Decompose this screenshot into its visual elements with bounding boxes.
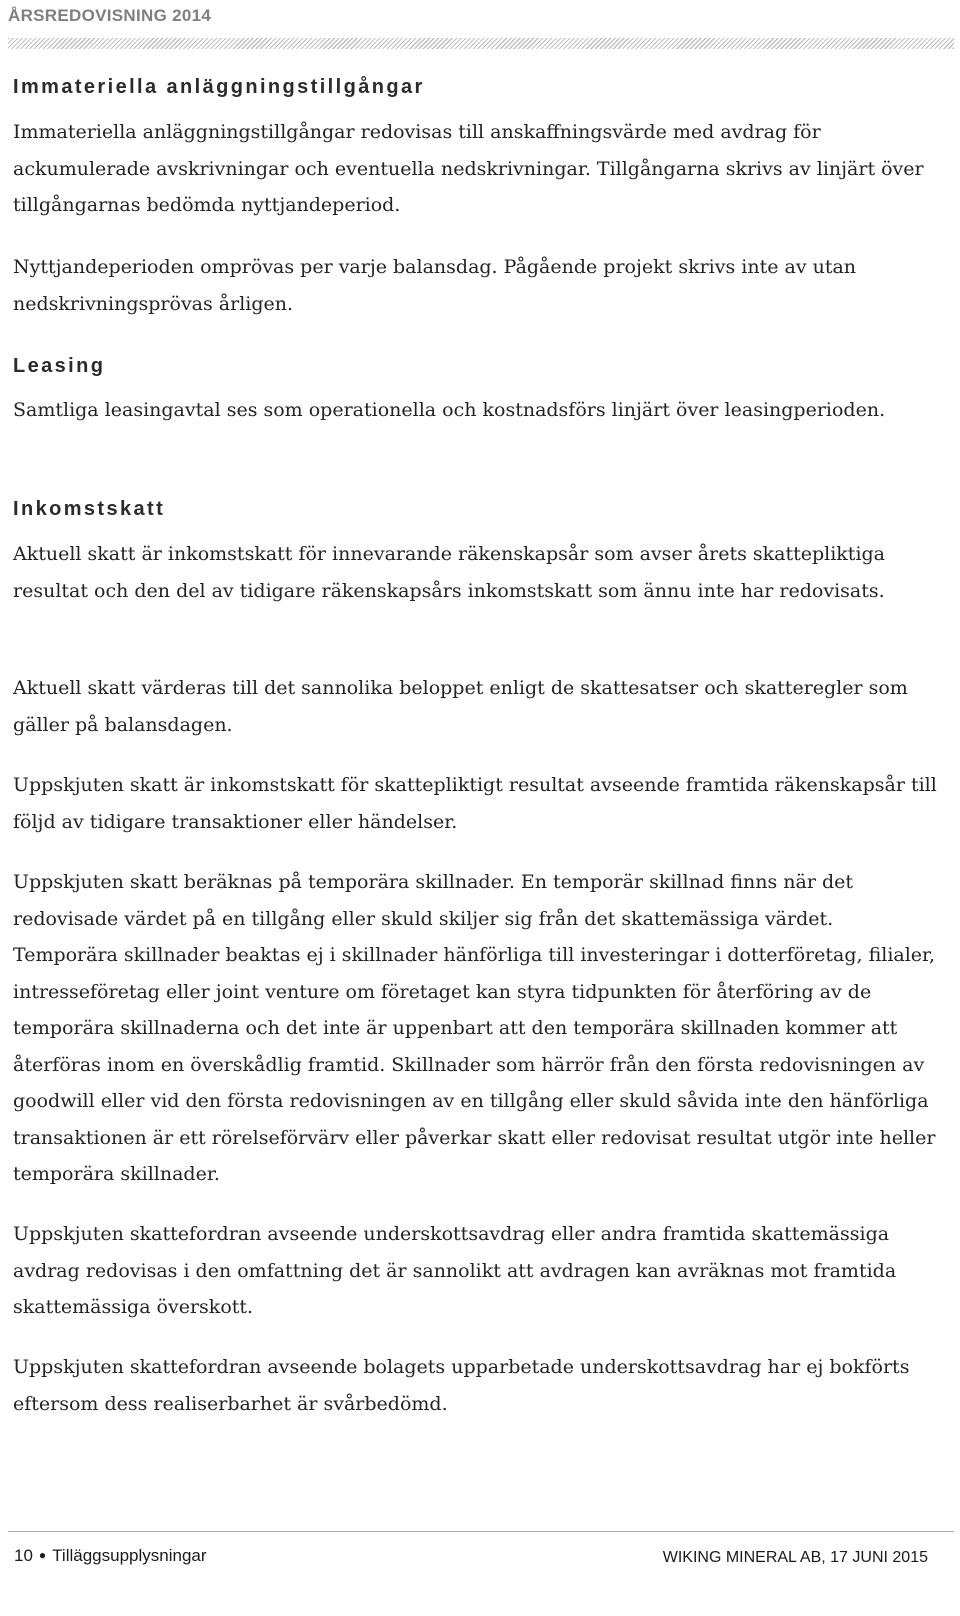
footer-section-name: Tilläggsupplysningar	[52, 1546, 207, 1565]
page-number: 10	[14, 1546, 33, 1565]
footer-divider	[8, 1531, 954, 1532]
paragraph-tax-3: Uppskjuten skatt är inkomstskatt för skattepliktigt resultat avseende framtida räkenskapsår till följd av tidigare transaktioner eller händelser.	[13, 774, 937, 833]
paragraph-intangible-1: Immateriella anläggningstillgångar redovisas till anskaffningsvärde med avdrag för ackumulerade avskrivningar och eventuella nedskrivningar. Tillgångarna skrivs av linjärt över tillgångarnas bedömda nyttjandeperiod.	[13, 121, 924, 216]
paragraph-tax-4: Uppskjuten skatt beräknas på temporära skillnader. En temporär skillnad finns när det redovisade värdet på en tillgång eller skuld skiljer sig från det skattemässiga värdet. Temporära skillnader beaktas ej i skillnader hänförliga till investeringar i dotterföretag, filialer, intresseföretag eller joint venture om företaget kan styra tidpunkten för återföring av de temporära skillnaderna och det inte är uppenbart att den temporära skillnaden kommer att återföras inom en överskådlig framtid. Skillnader som härrör från den första redovisningen av goodwill eller vid den första redovisningen av en tillgång eller skuld såvida inte den hänförliga transaktionen är ett rörelseförvärv eller påverkar skatt eller redovisat resultat utgör inte heller temporära skillnader.	[13, 871, 936, 1185]
paragraph-intangible-2: Nyttjandeperioden omprövas per varje balansdag. Pågående projekt skrivs inte av utan nedskrivningsprövas årligen.	[13, 256, 857, 315]
paragraph-tax-1: Aktuell skatt är inkomstskatt för innevarande räkenskapsår som avser årets skattepliktiga resultat och den del av tidigare räkenskapsårs inkomstskatt som ännu inte har redovisats.	[13, 543, 886, 602]
report-title: ÅRSREDOVISNING 2014	[8, 6, 212, 25]
footer-page-info	[14, 1546, 207, 1566]
paragraph-leasing-1: Samtliga leasingavtal ses som operationella och kostnadsförs linjärt över leasingperioden.	[13, 399, 886, 421]
heading-leasing: Leasing	[13, 355, 106, 377]
bullet-separator-icon: ●	[38, 1548, 47, 1562]
heading-income-tax: Inkomstskatt	[13, 498, 166, 520]
header-hatch-divider	[8, 38, 954, 49]
paragraph-tax-6: Uppskjuten skattefordran avseende bolagets upparbetade underskottsavdrag har ej bokförts eftersom dess realiserbarhet är svårbedömd.	[13, 1356, 910, 1415]
paragraph-tax-5: Uppskjuten skattefordran avseende underskottsavdrag eller andra framtida skattemässiga avdrag redovisas i den omfattning det är sannolikt att avdragen kan avräknas mot framtida skattemässiga överskott.	[13, 1223, 897, 1318]
heading-intangible-assets: Immateriella anläggningstillgångar	[13, 76, 425, 98]
paragraph-tax-2: Aktuell skatt värderas till det sannolika beloppet enligt de skattesatser och skatteregler som gäller på balansdagen.	[13, 677, 908, 736]
footer-company-date: WIKING MINERAL AB, 17 JUNI 2015	[662, 1549, 928, 1566]
